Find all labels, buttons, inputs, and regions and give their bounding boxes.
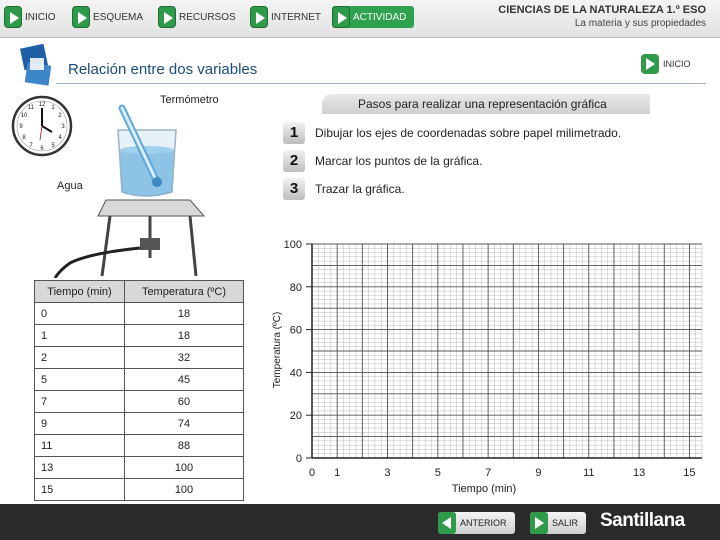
nav-recursos-button[interactable]: [158, 6, 236, 28]
header-time: Tiempo (min): [35, 281, 125, 303]
subject-header: [498, 4, 706, 29]
nav-label: RECURSOS: [179, 11, 236, 23]
table-row: [35, 347, 244, 369]
table-header-row: [35, 281, 244, 303]
step-text: Marcar los puntos de la gráfica.: [315, 154, 483, 168]
nav-internet-button[interactable]: [250, 6, 321, 28]
table-row: [35, 303, 244, 325]
svg-text:7: 7: [29, 143, 33, 149]
svg-text:8: 8: [22, 135, 26, 141]
x-tick-label: 11: [583, 467, 595, 479]
svg-text:3: 3: [61, 124, 65, 130]
title-divider: [56, 83, 706, 84]
svg-text:6: 6: [40, 146, 44, 152]
step-text: Dibujar los ejes de coordenadas sobre papel milimetrado.: [315, 126, 622, 140]
experiment-illustration: [0, 88, 260, 278]
x-tick-label: 15: [683, 467, 696, 479]
nav-label: ESQUEMA: [93, 11, 144, 23]
step-number: 2: [283, 150, 305, 172]
svg-text:9: 9: [19, 124, 23, 130]
inicio-button[interactable]: [641, 54, 705, 74]
table-row: [35, 479, 244, 501]
y-tick-label: 60: [289, 324, 302, 337]
step-text: Trazar la gráfica.: [315, 182, 405, 196]
prev-button[interactable]: [438, 512, 515, 534]
step-2: [283, 150, 482, 172]
nav-label: ACTIVIDAD: [353, 11, 407, 23]
play-icon: [158, 6, 176, 28]
cell-time: 9: [35, 413, 125, 435]
table-row: [35, 457, 244, 479]
unit-title: La materia y sus propiedades: [574, 18, 706, 29]
table-row: [35, 391, 244, 413]
table-row: [35, 435, 244, 457]
data-table: [34, 280, 244, 501]
svg-text:2: 2: [58, 113, 62, 119]
cell-time: 13: [35, 457, 125, 479]
step-1: [283, 122, 621, 144]
y-tick-label: 80: [289, 281, 302, 294]
steps-heading: Pasos para realizar una representación gráfica: [322, 94, 650, 114]
x-tick-label: 7: [485, 467, 492, 479]
cell-time: 5: [35, 369, 125, 391]
cell-time: 2: [35, 347, 125, 369]
cell-time: 15: [35, 479, 125, 501]
play-icon: [530, 512, 548, 534]
exit-label: SALIR: [552, 518, 579, 528]
x-tick-label: 9: [535, 467, 542, 479]
x-tick-label: 0: [308, 467, 316, 479]
cell-temperature: 88: [125, 435, 244, 457]
cell-time: 1: [35, 325, 125, 347]
cell-time: 7: [35, 391, 125, 413]
course-title: CIENCIAS DE LA NATURALEZA 1.º ESO: [498, 4, 706, 16]
water-label: Agua: [57, 180, 83, 192]
table-row: [35, 369, 244, 391]
x-tick-label: 5: [434, 467, 441, 479]
clock-icon: [13, 97, 71, 155]
cell-time: 0: [35, 303, 125, 325]
svg-text:11: 11: [27, 105, 35, 111]
back-arrow-icon: [438, 512, 456, 534]
svg-text:5: 5: [51, 143, 55, 149]
cell-temperature: 18: [125, 325, 244, 347]
page-title: Relación entre dos variables: [68, 61, 258, 78]
play-icon: [4, 6, 22, 28]
y-axis-label: Temperatura (ºC): [272, 311, 283, 389]
x-tick-label: 3: [384, 467, 391, 479]
cell-time: 11: [35, 435, 125, 457]
cell-temperature: 18: [125, 303, 244, 325]
tripod-stand-icon: [98, 200, 204, 276]
play-icon: [332, 6, 350, 28]
step-number: 3: [283, 178, 305, 200]
step-number: 1: [283, 122, 305, 144]
gas-hose-icon: [55, 248, 140, 278]
cell-temperature: 60: [125, 391, 244, 413]
graph-paper-chart: [262, 222, 712, 502]
nav-label: INICIO: [25, 11, 56, 23]
table-row: [35, 413, 244, 435]
y-tick-label: 40: [289, 367, 302, 380]
x-tick-labels: [309, 467, 696, 479]
y-tick-label: 0: [295, 453, 302, 465]
y-tick-label: 20: [289, 410, 302, 423]
play-icon: [250, 6, 268, 28]
step-3: [283, 178, 405, 200]
x-tick-label: 1: [334, 467, 341, 479]
prev-label: ANTERIOR: [460, 518, 507, 528]
x-tick-label: 13: [632, 467, 646, 479]
cell-temperature: 45: [125, 369, 244, 391]
nav-esquema-button[interactable]: [72, 6, 143, 28]
brand-logo: Santillana: [600, 510, 685, 531]
cell-temperature: 32: [125, 347, 244, 369]
thermometer-label: Termómetro: [160, 94, 219, 106]
x-axis-label: Tiempo (min): [451, 483, 517, 495]
nav-inicio-button[interactable]: [4, 6, 56, 28]
svg-text:10: 10: [20, 113, 28, 119]
y-tick-labels: [284, 239, 312, 465]
y-tick-label: 100: [283, 239, 302, 251]
table-row: [35, 325, 244, 347]
header-temperature: Temperatura (ºC): [125, 281, 244, 303]
play-icon: [72, 6, 90, 28]
nav-label: INTERNET: [271, 11, 321, 23]
nav-actividad-button[interactable]: [332, 6, 414, 28]
play-icon: [641, 54, 659, 74]
cell-temperature: 100: [125, 457, 244, 479]
section-logo-icon: [20, 44, 54, 86]
svg-text:12: 12: [38, 102, 46, 108]
svg-text:1: 1: [51, 105, 55, 111]
cell-temperature: 74: [125, 413, 244, 435]
exit-button[interactable]: [530, 512, 586, 534]
inicio-label: INICIO: [663, 59, 691, 69]
svg-text:4: 4: [58, 135, 62, 141]
cell-temperature: 100: [125, 479, 244, 501]
